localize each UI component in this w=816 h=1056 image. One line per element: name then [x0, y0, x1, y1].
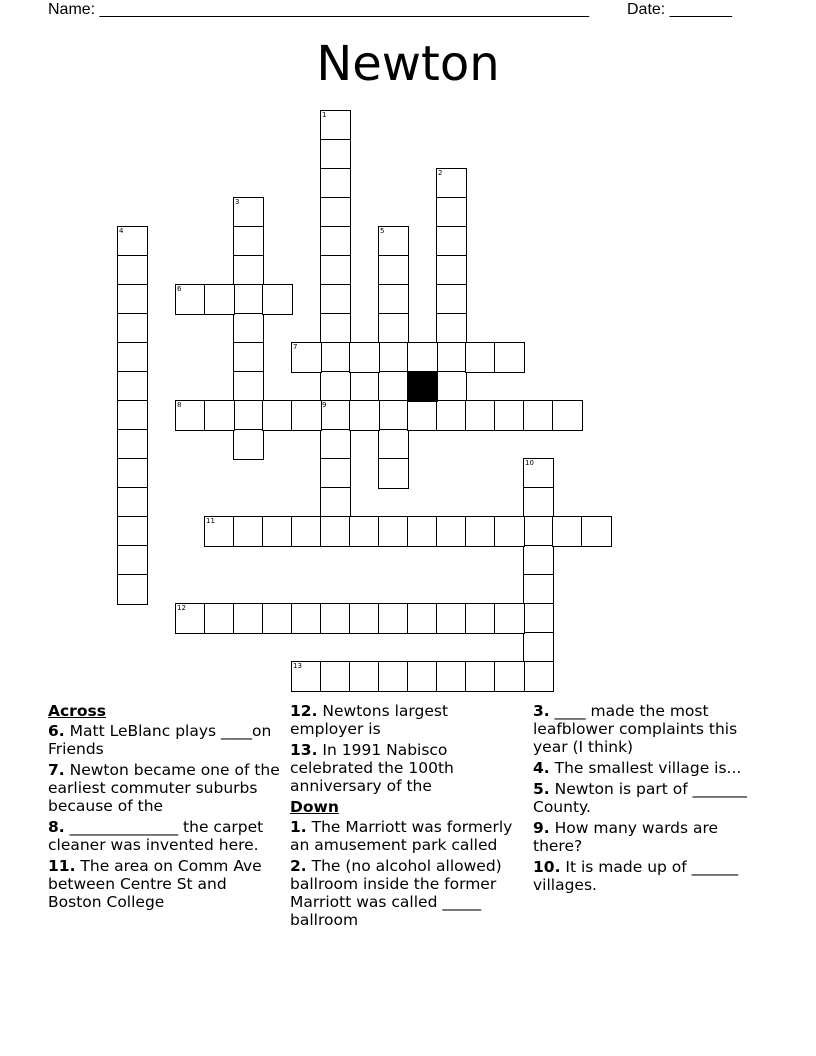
clue-item — [533, 780, 768, 816]
grid-cell[interactable] — [378, 313, 409, 344]
grid-cell[interactable] — [117, 313, 148, 344]
cell-number: 2 — [438, 169, 443, 177]
clue-item — [533, 858, 768, 894]
clue-number: 7. — [48, 761, 65, 779]
clue-number: 10. — [533, 858, 561, 876]
grid-cell[interactable] — [494, 342, 525, 373]
clue-text: The Marriott was formerly an amusement park called — [290, 818, 513, 854]
cell-number: 11 — [206, 517, 215, 525]
grid-cell[interactable] — [320, 226, 351, 257]
grid-cell[interactable] — [320, 371, 351, 402]
clue-item — [290, 702, 525, 738]
grid-cell[interactable] — [320, 168, 351, 199]
clue-item — [533, 819, 768, 855]
grid-cell[interactable] — [233, 313, 264, 344]
grid-cell[interactable] — [436, 255, 467, 286]
grid-cell[interactable] — [320, 342, 351, 373]
grid-cell[interactable] — [291, 603, 322, 634]
clue-text: The area on Comm Ave between Centre St and Boston College — [48, 857, 262, 911]
grid-cell[interactable] — [320, 313, 351, 344]
grid-cell[interactable] — [117, 400, 148, 431]
clues-column-2 — [290, 702, 525, 932]
grid-cell[interactable] — [117, 487, 148, 518]
clue-text: ____ made the most leafblower complaints this year (I think) — [533, 702, 738, 756]
cell-number: 7 — [293, 343, 298, 351]
grid-cell[interactable] — [407, 516, 438, 547]
grid-cell[interactable] — [233, 371, 264, 402]
grid-cell[interactable] — [523, 661, 554, 692]
grid-cell[interactable] — [407, 603, 438, 634]
grid-cell[interactable] — [349, 342, 380, 373]
grid-cell[interactable] — [233, 342, 264, 373]
grid-cell[interactable] — [552, 400, 583, 431]
grid-cell[interactable] — [291, 342, 322, 373]
clue-text: ______________ the carpet cleaner was invented here. — [48, 818, 264, 854]
date-line[interactable]: Date: _______ — [627, 1, 732, 18]
clue-number: 9. — [533, 819, 550, 837]
grid-cell[interactable] — [436, 284, 467, 315]
grid-cell[interactable] — [523, 632, 554, 663]
clue-number: 4. — [533, 759, 550, 777]
cell-number: 1 — [322, 111, 327, 119]
grid-cell[interactable] — [117, 284, 148, 315]
grid-cell[interactable] — [349, 400, 380, 431]
grid-cell[interactable] — [204, 516, 235, 547]
grid-cell[interactable] — [465, 342, 496, 373]
grid-cell[interactable] — [378, 516, 409, 547]
across-heading: Across — [48, 702, 106, 720]
grid-cell[interactable] — [117, 226, 148, 257]
grid-cell[interactable] — [465, 603, 496, 634]
grid-cell[interactable] — [552, 516, 583, 547]
grid-cell[interactable] — [117, 342, 148, 373]
clue-item — [290, 857, 525, 929]
grid-cell[interactable] — [436, 603, 467, 634]
grid-cell[interactable] — [378, 429, 409, 460]
grid-cell[interactable] — [494, 603, 525, 634]
grid-cell[interactable] — [523, 603, 554, 634]
clue-text: Matt LeBlanc plays ____on Friends — [48, 722, 272, 758]
grid-cell[interactable] — [465, 516, 496, 547]
clues-column-3 — [533, 702, 768, 897]
grid-cell[interactable] — [320, 487, 351, 518]
clue-text: Newton is part of _______ County. — [533, 780, 747, 816]
cell-number: 3 — [235, 198, 240, 206]
clues-column-1 — [48, 702, 283, 914]
grid-cell[interactable] — [117, 255, 148, 286]
clue-number: 3. — [533, 702, 550, 720]
grid-cell[interactable] — [465, 400, 496, 431]
grid-cell[interactable] — [320, 516, 351, 547]
grid-cell[interactable] — [233, 400, 264, 431]
grid-cell[interactable] — [175, 284, 206, 315]
cell-number: 12 — [177, 604, 186, 612]
grid-cell[interactable] — [436, 168, 467, 199]
clue-number: 2. — [290, 857, 307, 875]
clue-text: In 1991 Nabisco celebrated the 100th anniversary of the — [290, 741, 454, 795]
cell-number: 5 — [380, 227, 385, 235]
grid-cell[interactable] — [407, 661, 438, 692]
grid-cell[interactable] — [523, 545, 554, 576]
grid-cell[interactable] — [291, 661, 322, 692]
clue-text: How many wards are there? — [533, 819, 719, 855]
grid-black-cell — [407, 371, 438, 402]
grid-cell[interactable] — [523, 487, 554, 518]
cell-number: 9 — [322, 401, 327, 409]
grid-cell[interactable] — [407, 342, 438, 373]
grid-cell[interactable] — [320, 429, 351, 460]
grid-cell[interactable] — [320, 110, 351, 141]
clue-text: The smallest village is... — [554, 759, 742, 777]
down-heading: Down — [290, 798, 339, 816]
clue-number: 1. — [290, 818, 307, 836]
grid-cell[interactable] — [233, 516, 264, 547]
cell-number: 4 — [119, 227, 124, 235]
grid-cell[interactable] — [378, 226, 409, 257]
grid-cell[interactable] — [320, 255, 351, 286]
clue-item — [48, 818, 283, 854]
grid-cell[interactable] — [117, 458, 148, 489]
grid-cell[interactable] — [320, 603, 351, 634]
clue-number: 6. — [48, 722, 65, 740]
grid-cell[interactable] — [320, 197, 351, 228]
clue-item — [48, 857, 283, 911]
clue-number: 11. — [48, 857, 76, 875]
grid-cell[interactable] — [523, 400, 554, 431]
cell-number: 8 — [177, 401, 182, 409]
clue-text: Newtons largest employer is — [290, 702, 449, 738]
clue-item — [533, 702, 768, 756]
grid-cell[interactable] — [378, 661, 409, 692]
grid-cell[interactable] — [117, 516, 148, 547]
grid-cell[interactable] — [320, 400, 351, 431]
grid-cell[interactable] — [378, 371, 409, 402]
grid-cell[interactable] — [465, 661, 496, 692]
grid-cell[interactable] — [378, 458, 409, 489]
clue-text: It is made up of ______ villages. — [533, 858, 739, 894]
grid-cell[interactable] — [523, 516, 554, 547]
grid-cell[interactable] — [494, 516, 525, 547]
grid-cell[interactable] — [117, 574, 148, 605]
cell-number: 10 — [525, 459, 534, 467]
clue-item — [290, 818, 525, 854]
grid-cell[interactable] — [233, 429, 264, 460]
puzzle-title: Newton — [316, 36, 500, 92]
grid-cell[interactable] — [320, 458, 351, 489]
grid-cell[interactable] — [320, 661, 351, 692]
clue-item — [290, 741, 525, 795]
name-line[interactable]: Name: _______________________________________________________ — [48, 1, 589, 18]
grid-cell[interactable] — [117, 429, 148, 460]
grid-cell[interactable] — [204, 284, 235, 315]
grid-cell[interactable] — [436, 197, 467, 228]
grid-cell[interactable] — [436, 661, 467, 692]
grid-cell[interactable] — [523, 574, 554, 605]
grid-cell[interactable] — [436, 342, 467, 373]
grid-cell[interactable] — [262, 516, 293, 547]
cell-number: 6 — [177, 285, 182, 293]
grid-cell[interactable] — [320, 284, 351, 315]
grid-cell[interactable] — [436, 313, 467, 344]
grid-cell[interactable] — [320, 139, 351, 170]
grid-cell[interactable] — [233, 226, 264, 257]
grid-cell[interactable] — [233, 284, 264, 315]
grid-cell[interactable] — [291, 400, 322, 431]
clue-number: 12. — [290, 702, 318, 720]
grid-cell[interactable] — [233, 197, 264, 228]
grid-cell[interactable] — [349, 603, 380, 634]
grid-cell[interactable] — [233, 255, 264, 286]
grid-cell[interactable] — [378, 342, 409, 373]
clue-item — [48, 761, 283, 815]
grid-cell[interactable] — [378, 400, 409, 431]
grid-cell[interactable] — [233, 603, 264, 634]
grid-cell[interactable] — [175, 603, 206, 634]
grid-cell[interactable] — [117, 545, 148, 576]
clue-text: Newton became one of the earliest commuter suburbs because of the — [48, 761, 280, 815]
clue-number: 5. — [533, 780, 550, 798]
grid-cell[interactable] — [262, 603, 293, 634]
grid-cell[interactable] — [204, 603, 235, 634]
grid-cell[interactable] — [378, 255, 409, 286]
grid-cell[interactable] — [378, 284, 409, 315]
grid-cell[interactable] — [349, 661, 380, 692]
clue-item — [533, 759, 768, 777]
grid-cell[interactable] — [378, 603, 409, 634]
cell-number: 13 — [293, 662, 302, 670]
grid-cell[interactable] — [494, 661, 525, 692]
grid-cell[interactable] — [407, 400, 438, 431]
grid-cell[interactable] — [523, 458, 554, 489]
clue-number: 8. — [48, 818, 65, 836]
grid-cell[interactable] — [436, 371, 467, 402]
grid-cell[interactable] — [494, 400, 525, 431]
clue-item — [48, 722, 283, 758]
grid-cell[interactable] — [436, 516, 467, 547]
grid-cell[interactable] — [204, 400, 235, 431]
grid-cell[interactable] — [436, 226, 467, 257]
clue-text: The (no alcohol allowed) ballroom inside the former Marriott was called _____ ballroom — [290, 857, 502, 929]
grid-cell[interactable] — [262, 284, 293, 315]
grid-cell[interactable] — [117, 371, 148, 402]
clue-number: 13. — [290, 741, 318, 759]
grid-cell[interactable] — [436, 400, 467, 431]
grid-cell[interactable] — [262, 400, 293, 431]
grid-cell[interactable] — [581, 516, 612, 547]
grid-cell[interactable] — [349, 516, 380, 547]
grid-cell[interactable] — [175, 400, 206, 431]
grid-cell[interactable] — [291, 516, 322, 547]
